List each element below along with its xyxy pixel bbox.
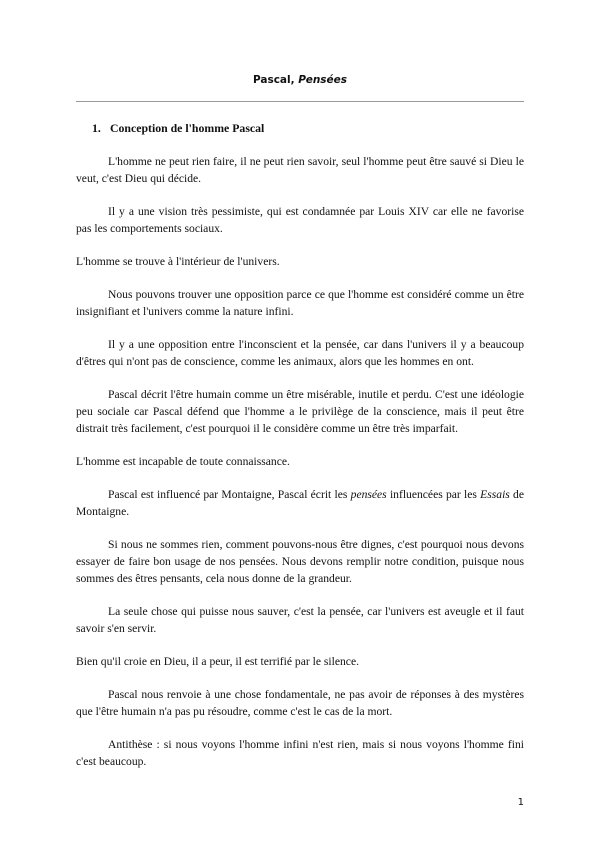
paragraph-text: influencées par les [386,488,481,501]
paragraph: La seule chose qui puisse nous sauver, c'est la pensée, car l'univers est aveugle et il faut savoir s'en servir. [76,605,524,635]
essais-title: Essais [480,488,510,501]
paragraph: Il y a une vision très pessimiste, qui est condamnée par Louis XIV car elle ne favorise pas les comportements sociaux. [76,205,524,235]
paragraph: L'homme est incapable de toute connaissance. [76,455,290,468]
paragraph: L'homme se trouve à l'intérieur de l'univers. [76,255,280,268]
paragraph: L'homme ne peut rien faire, il ne peut rien savoir, seul l'homme peut être sauvé si Dieu le veut, c'est Dieu qui décide. [76,155,524,185]
pensees-title: pensées [350,488,387,501]
paragraph: Nous pouvons trouver une opposition parce ce que l'homme est considéré comme un être insignifiant et l'univers comme la nature infini. [76,288,524,318]
header-author: Pascal [252,74,291,86]
page-header [76,74,524,86]
paragraph: Antithèse : si nous voyons l'homme infini n'est rien, mais si nous voyons l'homme fini c'est beaucoup. [76,738,524,768]
section-number: 1. [92,121,101,135]
page-number: 1 [517,797,524,808]
header-work-title: Pensées [298,74,348,86]
paragraph-text: Pascal est influencé par Montaigne, Pascal écrit les [108,488,351,501]
document-body [76,120,524,786]
paragraph-montaigne [76,486,524,520]
section-title: Conception de l'homme Pascal [110,121,265,135]
paragraph: Il y a une opposition entre l'inconscient et la pensée, car dans l'univers il y a beaucoup d'êtres qui n'ont pas de conscience, comme les animaux, alors que les hommes en ont. [76,338,524,368]
paragraph: Pascal décrit l'être humain comme un être misérable, inutile et perdu. C'est une idéologie peu sociale car Pascal défend que l'homme a le privilège de la conscience, mais il peut être distrait très facilement, c'est pourquoi il le considère comme un être très imparfait. [76,388,524,435]
header-rule [76,101,524,102]
paragraph-text: de Montaigne. [76,488,525,518]
section-heading [92,120,524,137]
paragraph: Pascal nous renvoie à une chose fondamentale, ne pas avoir de réponses à des mystères que l'être humain n'a pas pu résoudre, comme c'est le cas de la mort. [76,688,524,718]
header-separator: , [290,74,299,86]
paragraph: Si nous ne sommes rien, comment pouvons-nous être dignes, c'est pourquoi nous devons essayer de faire bon usage de nos pensées. Nous devons remplir notre condition, puisque nous sommes des êtres pensants, cela nous donne de la grandeur. [76,538,524,585]
paragraph: Bien qu'il croie en Dieu, il a peur, il est terrifié par le silence. [76,655,359,668]
